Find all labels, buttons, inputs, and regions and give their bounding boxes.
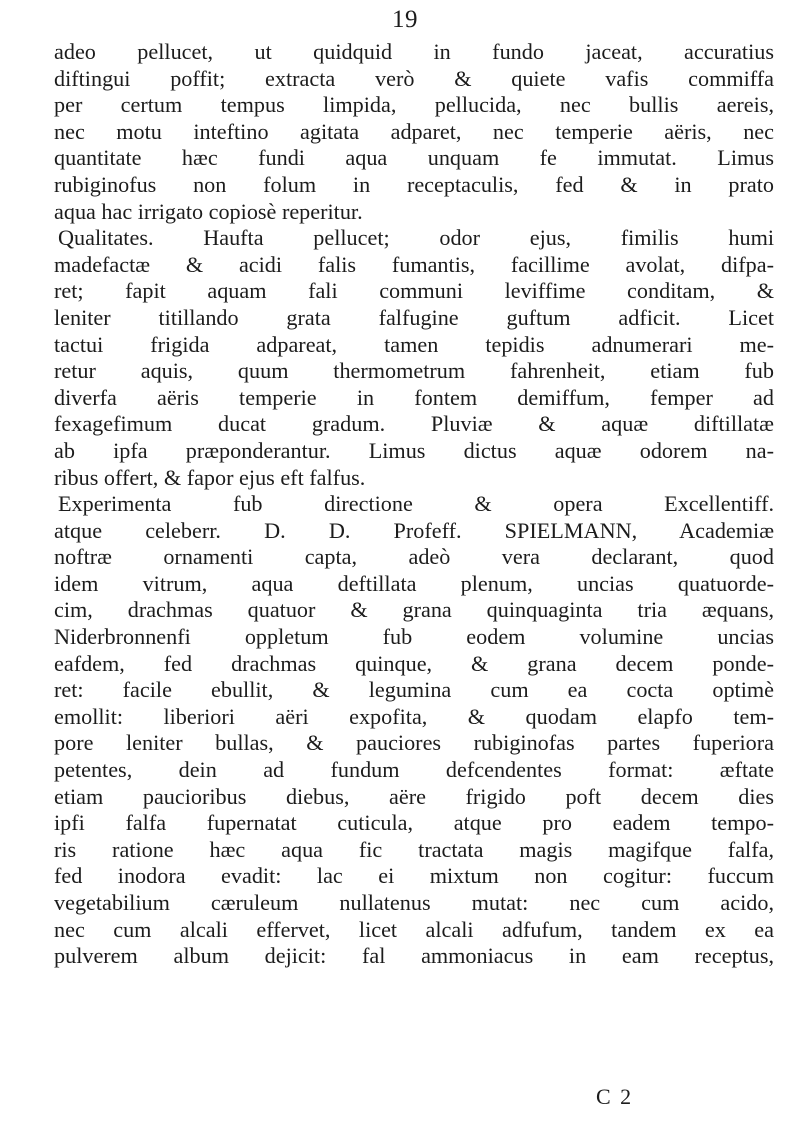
text-line: per certum tempus limpida, pellucida, nec bullis aereis, xyxy=(54,92,774,118)
section-heading-line: Qualitates. Haufta pellucet; odor ejus, fimilis humi xyxy=(58,225,774,251)
text-line: adeo pellucet, ut quidquid in fundo jaceat, accuratius xyxy=(54,39,774,64)
section-heading-line: Experimenta fub directione & opera Excellentiff. xyxy=(58,491,774,517)
text-line: ipfi falfa fupernatat cuticula, atque pro eadem tempo- xyxy=(54,810,774,836)
text-line: idem vitrum, aqua deftillata plenum, uncias quatuorde- xyxy=(54,570,774,596)
text-line: retur aquis, quum thermometrum fahrenheit, etiam fub xyxy=(54,358,774,384)
text-line: cim, drachmas quatuor & grana quinquaginta tria æquans, xyxy=(54,597,774,623)
text-line: pulverem album dejicit: fal ammoniacus in eam receptus, xyxy=(54,943,774,969)
text-line: nec cum alcali effervet, licet alcali adfufum, tandem ex ea xyxy=(54,916,774,942)
text-line: atque celeberr. D. D. Profeff. SPIELMANN, Academiæ xyxy=(54,517,774,543)
text-line: rubiginofus non folum in receptaculis, fed & in prato xyxy=(54,171,774,197)
text-line: Niderbronnenfi oppletum fub eodem volumine uncias xyxy=(54,624,774,650)
page-number: 19 xyxy=(392,6,418,33)
text-line: leniter titillando grata falfugine guftum adficit. Licet xyxy=(54,304,774,330)
text-line: fexagefimum ducat gradum. Pluviæ & aquæ diftillatæ xyxy=(54,411,774,437)
text-line: ret; fapit aquam fali communi leviffime conditam, & xyxy=(54,278,774,304)
text-line: fed inodora evadit: lac ei mixtum non cogitur: fuccum xyxy=(54,863,774,889)
text-line: emollit: liberiori aëri expofita, & quodam elapfo tem- xyxy=(54,703,774,729)
text-line: diftingui poffit; extracta verò & quiete vafis commiffa xyxy=(54,65,774,91)
text-line: eafdem, fed drachmas quinque, & grana decem ponde- xyxy=(54,650,774,676)
text-line: quantitate hæc fundi aqua unquam fe immutat. Limus xyxy=(54,145,774,171)
body-text xyxy=(54,39,774,970)
text-line: petentes, dein ad fundum defcendentes format: æftate xyxy=(54,757,774,783)
text-line: noftræ ornamenti capta, adeò vera declarant, quod xyxy=(54,544,774,570)
text-line: diverfa aëris temperie in fontem demiffum, femper ad xyxy=(54,384,774,410)
text-line: etiam paucioribus diebus, aëre frigido poft decem dies xyxy=(54,783,774,809)
text-line: nec motu inteftino agitata adparet, nec temperie aëris, nec xyxy=(54,118,774,144)
text-line: aqua hac irrigato copiosè reperitur. xyxy=(54,198,363,224)
text-line: pore leniter bullas, & pauciores rubiginofas partes fuperiora xyxy=(54,730,774,756)
text-line: ris ratione hæc aqua fic tractata magis magifque falfa, xyxy=(54,836,774,862)
text-line: vegetabilium cæruleum nullatenus mutat: nec cum acido, xyxy=(54,890,774,915)
text-line: tactui frigida adpareat, tamen tepidis adnumerari me- xyxy=(54,331,774,357)
text-line: madefactæ & acidi falis fumantis, facillime avolat, difpa- xyxy=(54,251,774,277)
signature-mark: C 2 xyxy=(596,1084,634,1109)
text-line: ab ipfa præponderantur. Limus dictus aquæ odorem na- xyxy=(54,437,774,463)
text-line: ret: facile ebullit, & legumina cum ea cocta optimè xyxy=(54,677,774,703)
text-line: ribus offert, & fapor ejus eft falfus. xyxy=(54,464,366,490)
